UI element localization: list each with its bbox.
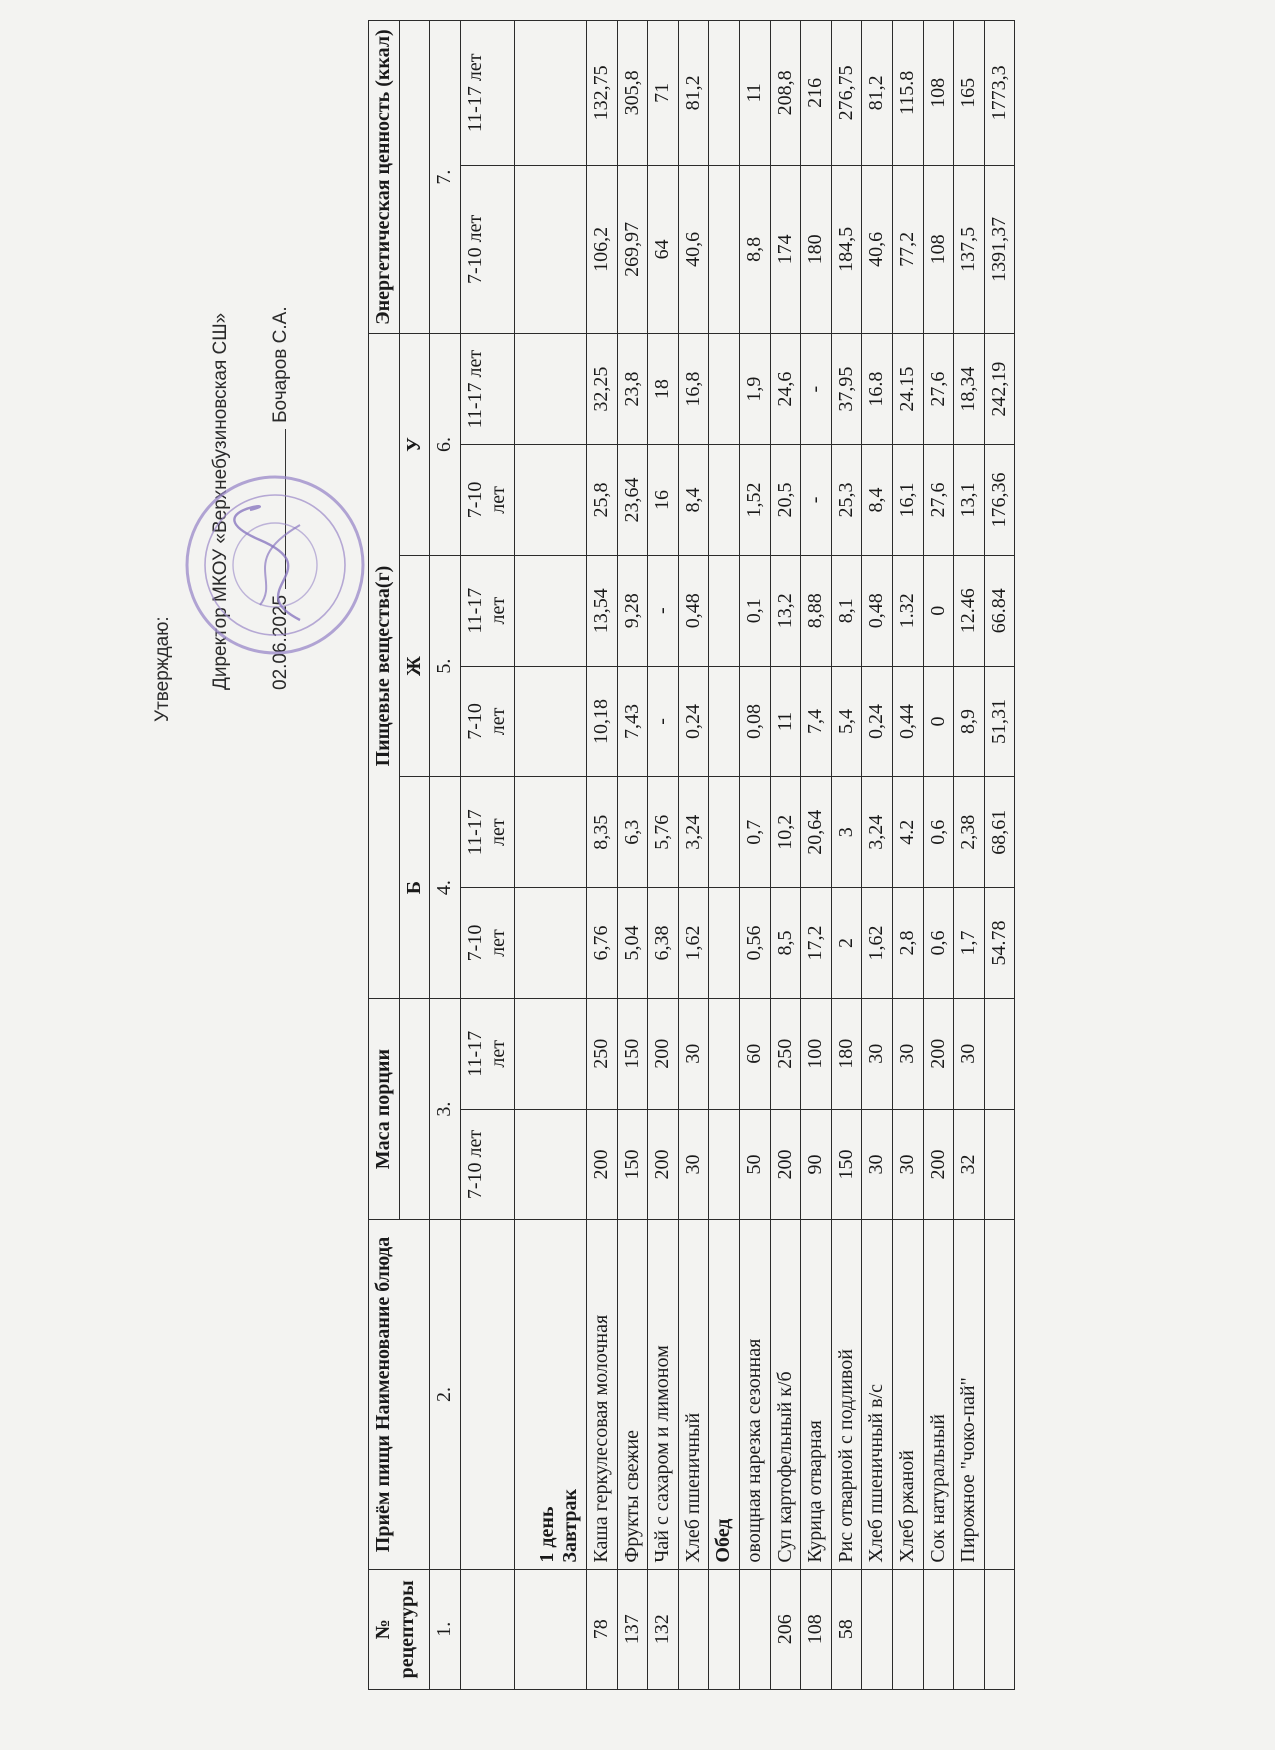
recipe-number: 206	[770, 1569, 801, 1689]
breakfast-rows	[586, 21, 708, 1690]
portion-young: 50	[739, 1109, 770, 1220]
table-row	[923, 21, 954, 1690]
energy-old: 165	[954, 21, 985, 166]
energy-young: 77,2	[892, 165, 923, 334]
age-young: 7-10 лет	[460, 445, 514, 556]
dish-name: Пирожное "чоко-пай"	[954, 1220, 985, 1569]
header-u: У	[399, 334, 430, 556]
age-row	[460, 21, 514, 1690]
energy-old: 71	[648, 21, 679, 166]
approval-title: Утверждаю:	[152, 616, 173, 722]
portion-old: 250	[770, 998, 801, 1109]
carbs-young: -	[801, 445, 832, 556]
portion-old: 30	[678, 998, 709, 1109]
energy-young: 106,2	[586, 165, 617, 334]
portion-old: 30	[862, 998, 893, 1109]
total-energy-old: 1773,3	[984, 21, 1015, 166]
energy-old: 305,8	[617, 21, 648, 166]
dish-name: Суп картофельный к/б	[770, 1220, 801, 1569]
recipe-number	[678, 1569, 709, 1689]
total-b-old: 68,61	[984, 777, 1015, 888]
table-row	[801, 21, 832, 1690]
portion-young: 90	[801, 1109, 832, 1220]
recipe-number: 137	[617, 1569, 648, 1689]
table-row	[831, 21, 862, 1690]
carbs-old: 32,25	[586, 334, 617, 445]
protein-old: 10,2	[770, 777, 801, 888]
fat-young: 7,43	[617, 666, 648, 777]
portion-old: 30	[954, 998, 985, 1109]
protein-young: 6,38	[648, 888, 679, 999]
fat-old: 13,2	[770, 555, 801, 666]
fat-old: 8,88	[801, 555, 832, 666]
energy-old: 115.8	[892, 21, 923, 166]
carbs-young: 8,4	[862, 445, 893, 556]
col-number: 1.	[430, 1569, 461, 1689]
energy-old: 108	[923, 21, 954, 166]
header-meal: Приём пищи Наименование блюда	[369, 1220, 430, 1569]
fat-young: 0,24	[678, 666, 709, 777]
carbs-old: 18,34	[954, 334, 985, 445]
table-row	[739, 21, 770, 1690]
table-row	[678, 21, 709, 1690]
fat-young: 5,4	[831, 666, 862, 777]
carbs-old: 23,8	[617, 334, 648, 445]
table-row	[862, 21, 893, 1690]
portion-old: 100	[801, 998, 832, 1109]
fat-old: 0,48	[678, 555, 709, 666]
carbs-young: 27,6	[923, 445, 954, 556]
dish-name: Фрукты свежие	[617, 1220, 648, 1569]
fat-young: -	[648, 666, 679, 777]
dish-name: Чай с сахаром и лимоном	[648, 1220, 679, 1569]
protein-old: 0,7	[739, 777, 770, 888]
recipe-number	[923, 1569, 954, 1689]
portion-young: 200	[923, 1109, 954, 1220]
energy-young: 108	[923, 165, 954, 334]
carbs-young: 20,5	[770, 445, 801, 556]
dish-name: Каша геркулесовая молочная	[586, 1220, 617, 1569]
fat-old: 13,54	[586, 555, 617, 666]
recipe-number	[862, 1569, 893, 1689]
age-old: 11-17 лет	[460, 998, 514, 1109]
age-old: 11-17 лет	[460, 21, 514, 166]
col-number: 5.	[430, 555, 461, 777]
dish-name: Хлеб пшеничный в/с	[862, 1220, 893, 1569]
portion-old: 30	[892, 998, 923, 1109]
header-portion: Маса порции	[369, 998, 400, 1220]
total-zh-old: 66.84	[984, 555, 1015, 666]
fat-old: 0,1	[739, 555, 770, 666]
table-row	[892, 21, 923, 1690]
fat-old: 1.32	[892, 555, 923, 666]
approval-signatory: Бочаров С.А.	[270, 306, 291, 423]
dish-name: овощная нарезка сезонная	[739, 1220, 770, 1569]
age-young: 7-10 лет	[460, 1109, 514, 1220]
total-energy-young: 1391,37	[984, 165, 1015, 334]
age-young: 7-10 лет	[460, 888, 514, 999]
protein-young: 6,76	[586, 888, 617, 999]
total-u-old: 242,19	[984, 334, 1015, 445]
carbs-old: 16,8	[678, 334, 709, 445]
protein-old: 2,38	[954, 777, 985, 888]
carbs-young: 8,4	[678, 445, 709, 556]
section-breakfast-label: Завтрак	[559, 1489, 582, 1563]
total-zh-young: 51,31	[984, 666, 1015, 777]
table-row	[617, 21, 648, 1690]
protein-young: 17,2	[801, 888, 832, 999]
total-b-young: 54.78	[984, 888, 1015, 999]
lunch-rows	[739, 21, 984, 1690]
approval-position: Директор МКОУ «Верхнебузиновская СШ»	[210, 312, 231, 690]
col-number: 2.	[430, 1220, 461, 1569]
protein-young: 2	[831, 888, 862, 999]
header-b: Б	[399, 777, 430, 999]
fat-old: 0	[923, 555, 954, 666]
carbs-old: 1,9	[739, 334, 770, 445]
carbs-young: 16,1	[892, 445, 923, 556]
col-number: 6.	[430, 334, 461, 556]
age-old: 11-17 лет	[460, 334, 514, 445]
portion-old: 180	[831, 998, 862, 1109]
portion-young: 30	[678, 1109, 709, 1220]
carbs-old: 24,6	[770, 334, 801, 445]
recipe-number	[954, 1569, 985, 1689]
protein-young: 1,62	[678, 888, 709, 999]
energy-old: 81,2	[862, 21, 893, 166]
protein-old: 3,24	[678, 777, 709, 888]
menu-table	[368, 20, 1015, 1690]
carbs-young: 23,64	[617, 445, 648, 556]
protein-young: 2,8	[892, 888, 923, 999]
protein-young: 1,62	[862, 888, 893, 999]
fat-old: 12.46	[954, 555, 985, 666]
carbs-old: 16.8	[862, 334, 893, 445]
carbs-old: -	[801, 334, 832, 445]
carbs-old: 24.15	[892, 334, 923, 445]
carbs-old: 27,6	[923, 334, 954, 445]
energy-young: 269,97	[617, 165, 648, 334]
energy-old: 81,2	[678, 21, 709, 166]
portion-old: 60	[739, 998, 770, 1109]
portion-old: 250	[586, 998, 617, 1109]
energy-young: 8,8	[739, 165, 770, 334]
header-row-1	[369, 21, 400, 1690]
fat-young: 0,44	[892, 666, 923, 777]
table-row	[648, 21, 679, 1690]
age-old: 11-17 лет	[460, 777, 514, 888]
dish-name: Сок натуральный	[923, 1220, 954, 1569]
protein-young: 1,7	[954, 888, 985, 999]
energy-young: 40,6	[862, 165, 893, 334]
fat-young: 11	[770, 666, 801, 777]
recipe-number: 132	[648, 1569, 679, 1689]
carbs-young: 25,3	[831, 445, 862, 556]
fat-young: 10,18	[586, 666, 617, 777]
total-u-young: 176,36	[984, 445, 1015, 556]
age-young: 7-10 лет	[460, 666, 514, 777]
fat-old: 9,28	[617, 555, 648, 666]
protein-old: 6,3	[617, 777, 648, 888]
portion-young: 150	[831, 1109, 862, 1220]
carbs-young: 1,52	[739, 445, 770, 556]
school-stamp	[180, 470, 370, 660]
protein-young: 8,5	[770, 888, 801, 999]
recipe-number: 78	[586, 1569, 617, 1689]
total-row	[984, 21, 1015, 1690]
recipe-number	[892, 1569, 923, 1689]
section-lunch-row	[709, 21, 740, 1690]
carbs-old: 37,95	[831, 334, 862, 445]
recipe-number: 108	[801, 1569, 832, 1689]
energy-young: 64	[648, 165, 679, 334]
energy-old: 132,75	[586, 21, 617, 166]
dish-name: Курица отварная	[801, 1220, 832, 1569]
portion-young: 150	[617, 1109, 648, 1220]
energy-young: 137,5	[954, 165, 985, 334]
header-recipe: № рецептуры	[369, 1569, 430, 1689]
portion-young: 30	[862, 1109, 893, 1220]
col-number: 3.	[430, 998, 461, 1220]
energy-old: 276,75	[831, 21, 862, 166]
portion-young: 30	[892, 1109, 923, 1220]
fat-young: 8,9	[954, 666, 985, 777]
section-breakfast-row	[514, 21, 586, 1690]
age-young: 7-10 лет	[460, 165, 514, 334]
fat-young: 0	[923, 666, 954, 777]
portion-young: 200	[586, 1109, 617, 1220]
fat-old: -	[648, 555, 679, 666]
portion-old: 200	[923, 998, 954, 1109]
recipe-number	[739, 1569, 770, 1689]
energy-young: 184,5	[831, 165, 862, 334]
dish-name: Хлеб пшеничный	[678, 1220, 709, 1569]
table-row	[954, 21, 985, 1690]
energy-young: 180	[801, 165, 832, 334]
header-zh: Ж	[399, 555, 430, 777]
carbs-young: 16	[648, 445, 679, 556]
protein-young: 5,04	[617, 888, 648, 999]
portion-old: 200	[648, 998, 679, 1109]
col-number: 7.	[430, 21, 461, 334]
protein-old: 0,6	[923, 777, 954, 888]
table-row	[770, 21, 801, 1690]
fat-old: 8,1	[831, 555, 862, 666]
col-number: 4.	[430, 777, 461, 999]
fat-young: 0,24	[862, 666, 893, 777]
protein-young: 0,56	[739, 888, 770, 999]
energy-young: 174	[770, 165, 801, 334]
portion-young: 200	[770, 1109, 801, 1220]
portion-old: 150	[617, 998, 648, 1109]
protein-old: 20,64	[801, 777, 832, 888]
protein-old: 4.2	[892, 777, 923, 888]
protein-old: 3	[831, 777, 862, 888]
recipe-number: 58	[831, 1569, 862, 1689]
section-breakfast	[514, 1220, 586, 1569]
carbs-young: 25,8	[586, 445, 617, 556]
fat-young: 7,4	[801, 666, 832, 777]
age-old: 11-17 лет	[460, 555, 514, 666]
fat-young: 0,08	[739, 666, 770, 777]
header-energy: Энергетическая ценность (ккал)	[369, 21, 400, 334]
dish-name: Рис отварной с подливой	[831, 1220, 862, 1569]
column-number-row	[430, 21, 461, 1690]
dish-name: Хлеб ржаной	[892, 1220, 923, 1569]
carbs-old: 18	[648, 334, 679, 445]
energy-old: 216	[801, 21, 832, 166]
fat-old: 0,48	[862, 555, 893, 666]
protein-old: 5,76	[648, 777, 679, 888]
table-row	[586, 21, 617, 1690]
header-nutrients: Пищевые вещества(г)	[369, 334, 400, 999]
protein-old: 3,24	[862, 777, 893, 888]
energy-old: 11	[739, 21, 770, 166]
approval-date: 02.06.2025	[270, 594, 291, 690]
protein-young: 0,6	[923, 888, 954, 999]
portion-young: 32	[954, 1109, 985, 1220]
energy-young: 40,6	[678, 165, 709, 334]
protein-old: 8,35	[586, 777, 617, 888]
portion-young: 200	[648, 1109, 679, 1220]
energy-old: 208,8	[770, 21, 801, 166]
section-lunch: Обед	[709, 1220, 740, 1569]
section-day: 1 день	[535, 1506, 558, 1563]
carbs-young: 13,1	[954, 445, 985, 556]
